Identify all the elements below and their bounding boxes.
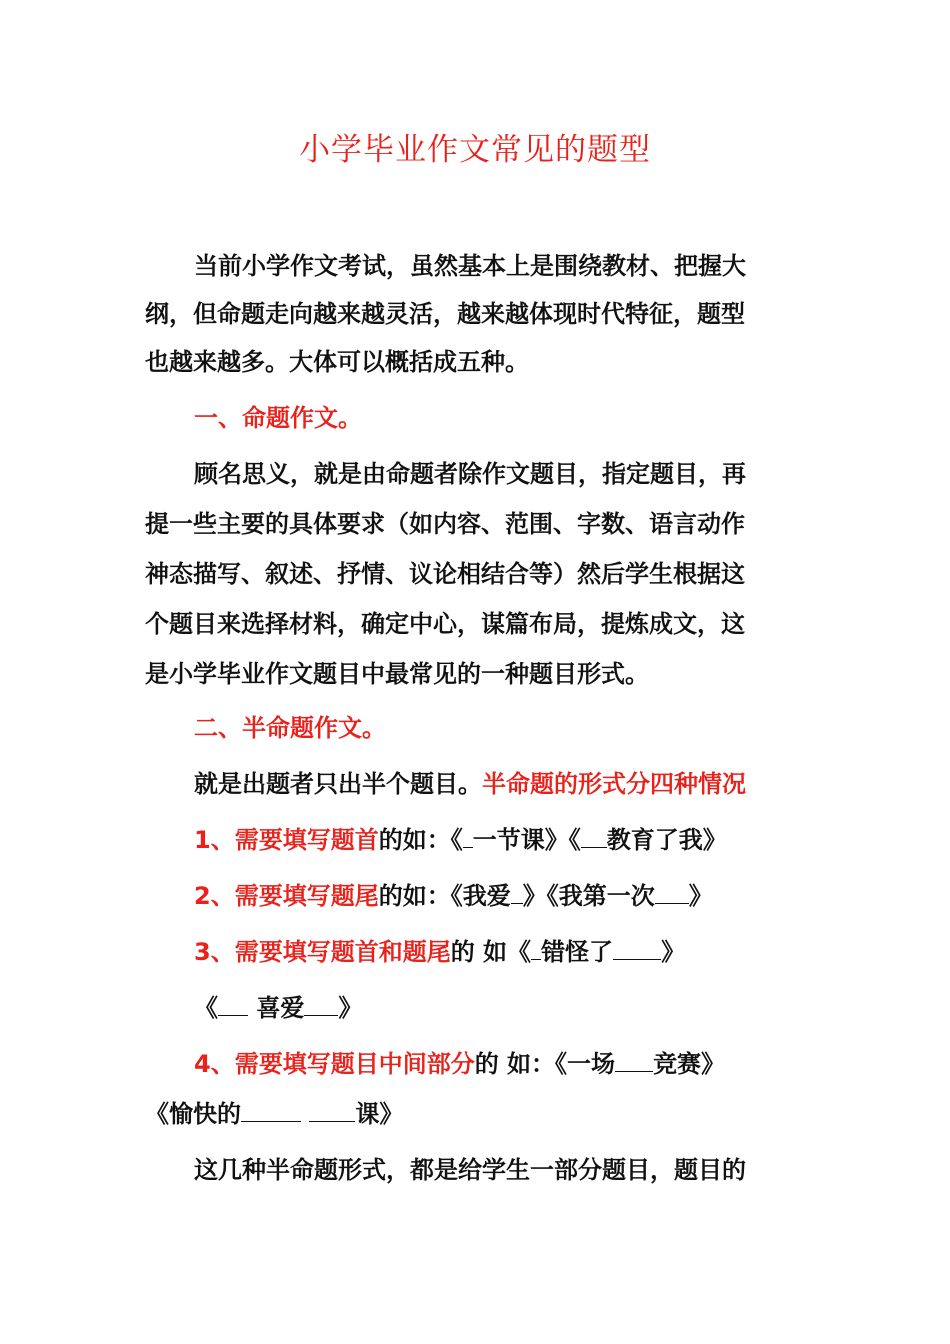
blank-line: [613, 937, 661, 960]
blank-line: [615, 1049, 653, 1072]
item-2-text: 的如：《我爱: [378, 882, 511, 910]
item-3-text-2: 错怪了: [541, 938, 614, 966]
blank-line: [304, 993, 338, 1016]
section-2-description: [194, 764, 746, 804]
item-4b-text-2: 课》: [355, 1100, 404, 1128]
section-1-line-4: 个题目来选择材料，确定中心，谋篇布局，提炼成文，这: [145, 610, 745, 638]
item-4-text: 的 如：《一场: [474, 1050, 616, 1078]
blank-line: [531, 937, 541, 960]
intro-line-2: 纲，但命题走向越来越灵活，越来越体现时代特征，题型: [145, 300, 745, 328]
item-1: [194, 820, 727, 860]
item-1-text-2: 一节课》《: [472, 826, 581, 854]
item-2: [194, 876, 713, 916]
document-title: 小学毕业作文常见的题型: [299, 132, 651, 168]
item-4b-text: 《愉快的: [145, 1100, 241, 1128]
item-1-text-3: 教育了我》: [606, 826, 727, 854]
item-2-text-3: 》: [688, 882, 713, 910]
description-red-text: 半命题的形式分四种情况: [482, 770, 746, 798]
item-1-label: 1、需要填写题首: [194, 826, 379, 854]
intro-line-3: 也越来越多。大体可以概括成五种。: [145, 348, 529, 376]
item-3b-text-2: 喜爱: [248, 994, 305, 1022]
section-1-line-3: 神态描写、叙述、抒情、议论相结合等）然后学生根据这: [145, 560, 745, 588]
section-2-closing-line: 这几种半命题形式，都是给学生一部分题目，题目的: [194, 1156, 746, 1184]
item-3-text-3: 》: [661, 938, 686, 966]
item-4-continued: [145, 1094, 403, 1134]
blank-line: [655, 881, 689, 904]
item-3b-text: 《: [194, 994, 218, 1022]
section-2-heading: 二、半命题作文。: [194, 714, 386, 742]
section-1-line-1: 顾名思义，就是由命题者除作文题目，指定题目，再: [194, 460, 746, 488]
blank-line: [241, 1099, 301, 1122]
blank-line: [309, 1099, 355, 1122]
blank-line: [511, 881, 523, 904]
section-1-heading: 一、命题作文。: [194, 404, 362, 432]
item-3b-text-3: 》: [338, 994, 363, 1022]
item-3-label: 3、需要填写题首和题尾: [194, 938, 451, 966]
section-1-line-2: 提一些主要的具体要求（如内容、范围、字数、语言动作: [145, 510, 745, 538]
blank-line: [218, 993, 248, 1016]
item-3: [194, 932, 685, 972]
item-4-text-2: 竞赛》: [653, 1050, 726, 1078]
section-1-line-5: 是小学毕业作文题目中最常见的一种题目形式。: [145, 660, 649, 688]
item-2-text-2: 》《我第一次: [522, 882, 655, 910]
item-4: [194, 1044, 725, 1084]
blank-line: [581, 825, 607, 848]
item-3-continued: [194, 988, 362, 1028]
item-1-text: 的如：《: [378, 826, 463, 854]
blank-line: [463, 825, 473, 848]
item-2-label: 2、需要填写题尾: [194, 882, 379, 910]
item-3-text: 的 如《: [450, 938, 532, 966]
description-black-text: 就是出题者只出半个题目。: [194, 770, 482, 798]
item-4-label: 4、需要填写题目中间部分: [194, 1050, 475, 1078]
intro-line-1: 当前小学作文考试，虽然基本上是围绕教材、把握大: [194, 252, 746, 280]
